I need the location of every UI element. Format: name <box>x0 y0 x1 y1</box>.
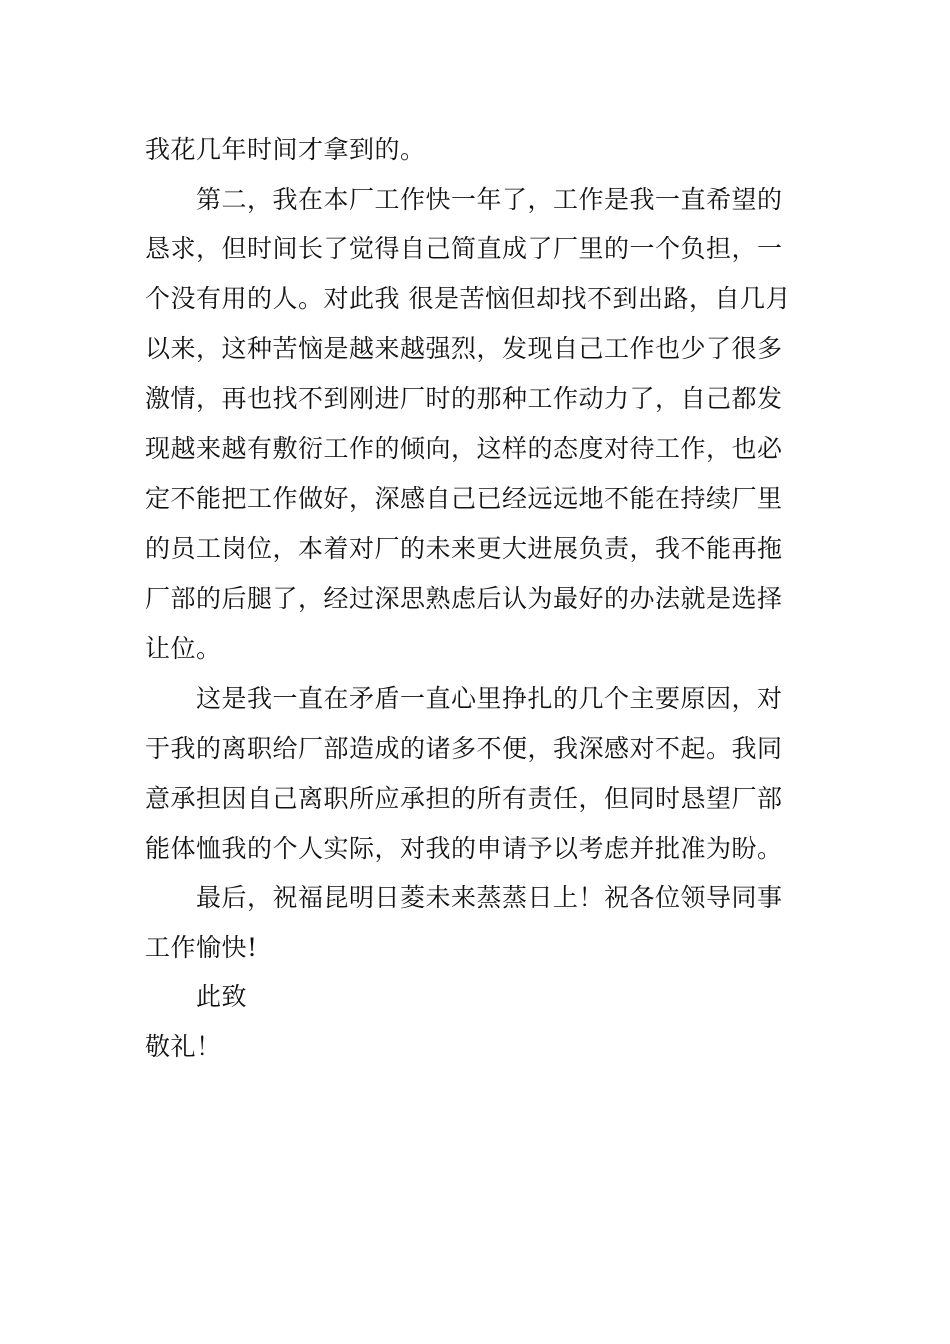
text-line-1: 我花几年时间才拿到的。 <box>145 135 426 164</box>
paragraph-2-line-7: 定不能把工作做好，深感自己已经远远地不能在持续厂里 <box>145 484 783 513</box>
paragraph-3-line-1: 这是我一直在矛盾一直心里挣扎的几个主要原因，对 <box>196 684 783 713</box>
closing-salutation: 此致 <box>196 982 248 1011</box>
paragraph-3-line-3: 意承担因自己离职所应承担的所有责任，但同时恳望厂部 <box>145 784 783 813</box>
paragraph-4-line-2: 工作愉快! <box>145 933 258 962</box>
paragraph-2-line-4: 以来，这种苦恼是越来越强烈，发现自己工作也少了很多 <box>145 334 783 363</box>
paragraph-2-line-5: 激情，再也找不到刚进厂时的那种工作动力了，自己都发 <box>145 384 783 413</box>
closing-regards: 敬礼！ <box>145 1032 222 1061</box>
paragraph-2-line-1: 第二，我在本厂工作快一年了，工作是我一直希望的 <box>196 185 783 214</box>
paragraph-2-line-6: 现越来越有敷衍工作的倾向，这样的态度对待工作，也必 <box>145 434 783 463</box>
paragraph-2-line-8: 的员工岗位，本着对厂的未来更大进展负责，我不能再拖 <box>145 534 783 563</box>
paragraph-4-line-1: 最后，祝福昆明日菱未来蒸蒸日上！祝各位领导同事 <box>196 883 783 912</box>
paragraph-3-line-4: 能体恤我的个人实际，对我的申请予以考虑并批准为盼。 <box>145 834 783 863</box>
paragraph-3-line-2: 于我的离职给厂部造成的诸多不便，我深感对不起。我同 <box>145 734 783 763</box>
paragraph-2-line-3: 个没有用的人。对此我 很是苦恼但却找不到出路，自几月 <box>145 284 791 313</box>
paragraph-2-line-10: 让位。 <box>145 634 222 663</box>
paragraph-2-line-9: 厂部的后腿了，经过深思熟虑后认为最好的办法就是选择 <box>145 584 783 613</box>
paragraph-2-line-2: 恳求，但时间长了觉得自己简直成了厂里的一个负担，一 <box>145 234 783 263</box>
